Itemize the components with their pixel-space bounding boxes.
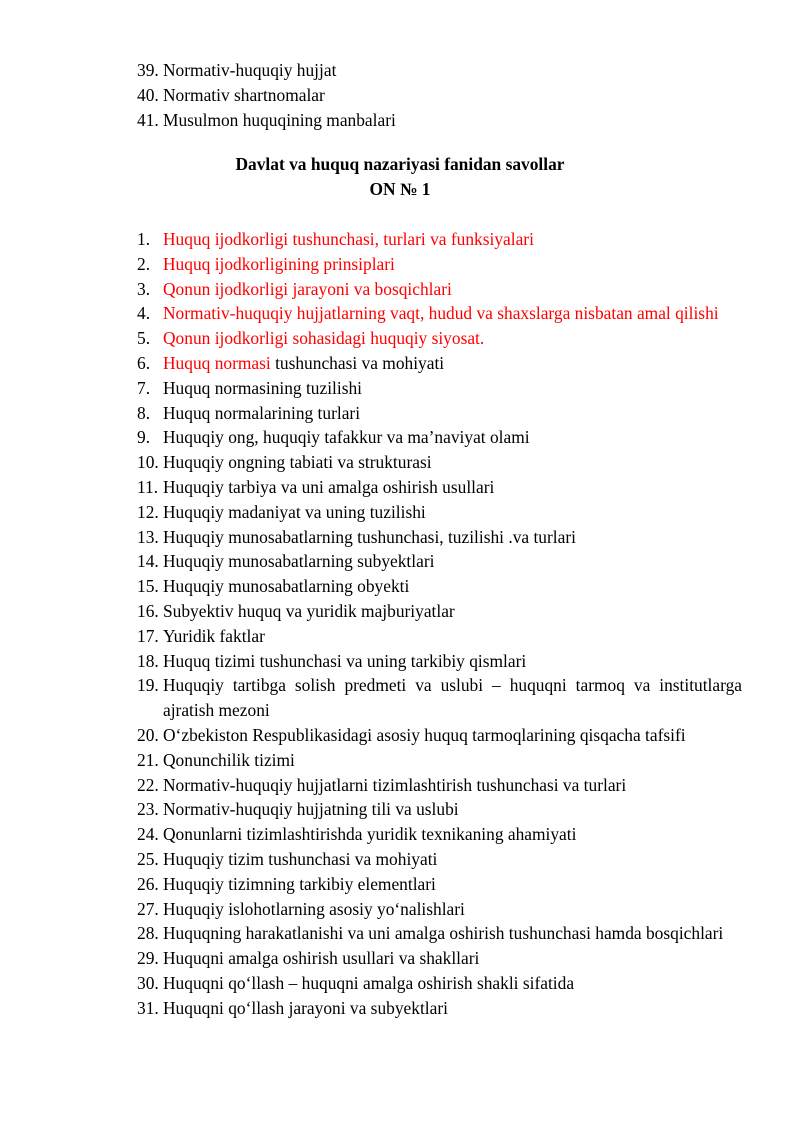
item-text <box>163 108 742 133</box>
list-item <box>137 401 742 426</box>
item-text <box>163 500 742 525</box>
list-item <box>137 83 742 108</box>
item-text <box>163 921 742 946</box>
item-text <box>163 450 742 475</box>
item-number: 30. <box>137 972 159 993</box>
item-number: 29. <box>137 948 159 969</box>
item-number: 27. <box>137 898 159 919</box>
item-number: 11. <box>137 476 159 497</box>
text-segment: Huquqiy madaniyat va uning tuzilishi <box>163 501 426 522</box>
item-number: 40. <box>137 84 159 105</box>
text-segment: Normativ-huquqiy hujjatlarni tizimlashtirish tushunchasi va turlari <box>163 774 627 795</box>
list-item <box>137 525 742 550</box>
list-item <box>137 773 742 798</box>
list-item <box>137 872 742 897</box>
questions-list <box>137 227 742 1021</box>
item-number: 41. <box>137 109 159 130</box>
item-number: 20. <box>137 724 159 745</box>
text-segment: Normativ shartnomalar <box>163 84 325 105</box>
text-segment: Huquqning harakatlanishi va uni amalga oshirish tushunchasi hamda bosqichlari <box>163 923 724 944</box>
list-item <box>137 227 742 252</box>
list-item <box>137 108 742 133</box>
list-item <box>137 946 742 971</box>
page-subtitle: ON № 1 <box>369 178 431 199</box>
item-text <box>163 897 742 922</box>
item-number: 23. <box>137 799 159 820</box>
item-number: 14. <box>137 551 159 572</box>
item-text <box>163 723 742 748</box>
text-segment: Musulmon huquqining manbalari <box>163 109 396 130</box>
item-text <box>163 946 742 971</box>
text-segment: Yuridik faktlar <box>163 625 265 646</box>
text-segment: Huquqiy ongning tabiati va strukturasi <box>163 452 432 473</box>
text-segment: Huquqiy ong, huquqiy tafakkur va ma’naviyat olami <box>163 427 530 448</box>
text-segment: O‘zbekiston Respublikasidagi asosiy huquq tarmoqlarining qisqacha tafsifi <box>163 724 686 745</box>
item-number: 26. <box>137 873 159 894</box>
text-segment: Qonunlarni tizimlashtirishda yuridik texnikaning ahamiyati <box>163 824 577 845</box>
list-item <box>137 624 742 649</box>
list-item <box>137 649 742 674</box>
item-number: 31. <box>137 997 159 1018</box>
highlighted-text-segment: Normativ-huquqiy hujjatlarning vaqt, hudud va shaxslarga nisbatan amal qilishi <box>163 303 719 324</box>
item-number: 6. <box>137 352 151 373</box>
text-segment: Huquqiy munosabatlarning obyekti <box>163 576 410 597</box>
item-text <box>163 872 742 897</box>
list-item <box>137 599 742 624</box>
list-item <box>137 252 742 277</box>
item-text <box>163 971 742 996</box>
highlighted-text-segment: Huquq normasi <box>163 352 271 373</box>
item-number: 9. <box>137 427 151 448</box>
item-number: 17. <box>137 625 159 646</box>
item-text <box>163 549 742 574</box>
list-item <box>137 425 742 450</box>
list-item <box>137 376 742 401</box>
list-item <box>137 797 742 822</box>
list-item <box>137 475 742 500</box>
text-segment: Huquqiy tartibga solish predmeti va uslubi – huquqni tarmoq va institutlarga ajratish mezoni <box>163 675 742 721</box>
item-text <box>163 773 742 798</box>
item-number: 7. <box>137 377 151 398</box>
top-list <box>137 58 742 132</box>
text-segment: Subyektiv huquq va yuridik majburiyatlar <box>163 600 455 621</box>
list-item <box>137 351 742 376</box>
text-segment: Huquqiy tarbiya va uni amalga oshirish usullari <box>163 476 495 497</box>
item-text <box>163 525 742 550</box>
item-text <box>163 649 742 674</box>
list-item <box>137 574 742 599</box>
item-text <box>163 58 742 83</box>
item-number: 15. <box>137 576 159 597</box>
item-number: 8. <box>137 402 151 423</box>
list-item <box>137 748 742 773</box>
list-item <box>137 897 742 922</box>
text-segment: Huquqni amalga oshirish usullari va shakllari <box>163 948 480 969</box>
item-number: 22. <box>137 774 159 795</box>
item-number: 24. <box>137 824 159 845</box>
highlighted-text-segment: Qonun ijodkorligi sohasidagi huquqiy siyosat. <box>163 328 485 349</box>
text-segment: Huquqiy tizimning tarkibiy elementlari <box>163 873 436 894</box>
text-segment: Huquqiy munosabatlarning subyektlari <box>163 551 435 572</box>
list-item <box>137 673 742 723</box>
list-item <box>137 277 742 302</box>
list-item <box>137 500 742 525</box>
text-segment: Qonunchilik tizimi <box>163 749 295 770</box>
item-text <box>163 401 742 426</box>
list-item <box>137 847 742 872</box>
list-item <box>137 996 742 1021</box>
page-title: Davlat va huquq nazariyasi fanidan savollar <box>235 154 565 174</box>
item-number: 13. <box>137 526 159 547</box>
item-number: 19. <box>137 675 159 696</box>
list-item <box>137 549 742 574</box>
item-number: 16. <box>137 600 159 621</box>
item-text <box>163 83 742 108</box>
item-text <box>163 351 742 376</box>
item-text <box>163 599 742 624</box>
item-text <box>163 376 742 401</box>
item-text <box>163 822 742 847</box>
item-text <box>163 326 742 351</box>
item-number: 2. <box>137 253 151 274</box>
item-number: 1. <box>137 229 151 249</box>
text-segment: Huquq tizimi tushunchasi va uning tarkibiy qismlari <box>163 650 527 671</box>
item-text <box>163 673 742 723</box>
item-number: 39. <box>137 60 159 80</box>
item-number: 28. <box>137 923 159 944</box>
item-text <box>163 797 742 822</box>
item-text <box>163 425 742 450</box>
text-segment: Normativ-huquqiy hujjat <box>163 60 337 80</box>
text-segment: Normativ-huquqiy hujjatning tili va uslubi <box>163 799 459 820</box>
item-text <box>163 227 742 252</box>
text-segment: Huquqiy islohotlarning asosiy yo‘nalishlari <box>163 898 465 919</box>
item-number: 10. <box>137 452 159 473</box>
list-item <box>137 301 742 326</box>
text-segment: Huquqiy munosabatlarning tushunchasi, tuzilishi .va turlari <box>163 526 576 547</box>
item-text <box>163 475 742 500</box>
item-number: 5. <box>137 328 151 349</box>
item-text <box>163 847 742 872</box>
item-number: 21. <box>137 749 159 770</box>
list-item <box>137 58 742 83</box>
section-heading <box>0 152 800 201</box>
item-number: 3. <box>137 278 151 299</box>
item-number: 4. <box>137 303 151 324</box>
list-item <box>137 971 742 996</box>
item-text <box>163 252 742 277</box>
item-number: 25. <box>137 848 159 869</box>
text-segment: Huquqiy tizim tushunchasi va mohiyati <box>163 848 438 869</box>
list-item <box>137 723 742 748</box>
highlighted-text-segment: Qonun ijodkorligi jarayoni va bosqichlari <box>163 278 452 299</box>
highlighted-text-segment: Huquq ijodkorligi tushunchasi, turlari va funksiyalari <box>163 229 534 249</box>
list-item <box>137 450 742 475</box>
list-item <box>137 822 742 847</box>
text-segment: Huquqni qo‘llash jarayoni va subyektlari <box>163 997 448 1018</box>
highlighted-text-segment: Huquq ijodkorligining prinsiplari <box>163 253 395 274</box>
item-text <box>163 277 742 302</box>
item-text <box>163 996 742 1021</box>
item-text <box>163 574 742 599</box>
text-segment: Huquq normalarining turlari <box>163 402 361 423</box>
text-segment: Huquq normasining tuzilishi <box>163 377 363 398</box>
text-segment: tushunchasi va mohiyati <box>270 352 445 373</box>
item-text <box>163 301 742 326</box>
item-number: 12. <box>137 501 159 522</box>
item-text <box>163 748 742 773</box>
list-item <box>137 326 742 351</box>
list-item <box>137 921 742 946</box>
item-number: 18. <box>137 650 159 671</box>
text-segment: Huquqni qo‘llash – huquqni amalga oshirish shakli sifatida <box>163 972 575 993</box>
item-text <box>163 624 742 649</box>
